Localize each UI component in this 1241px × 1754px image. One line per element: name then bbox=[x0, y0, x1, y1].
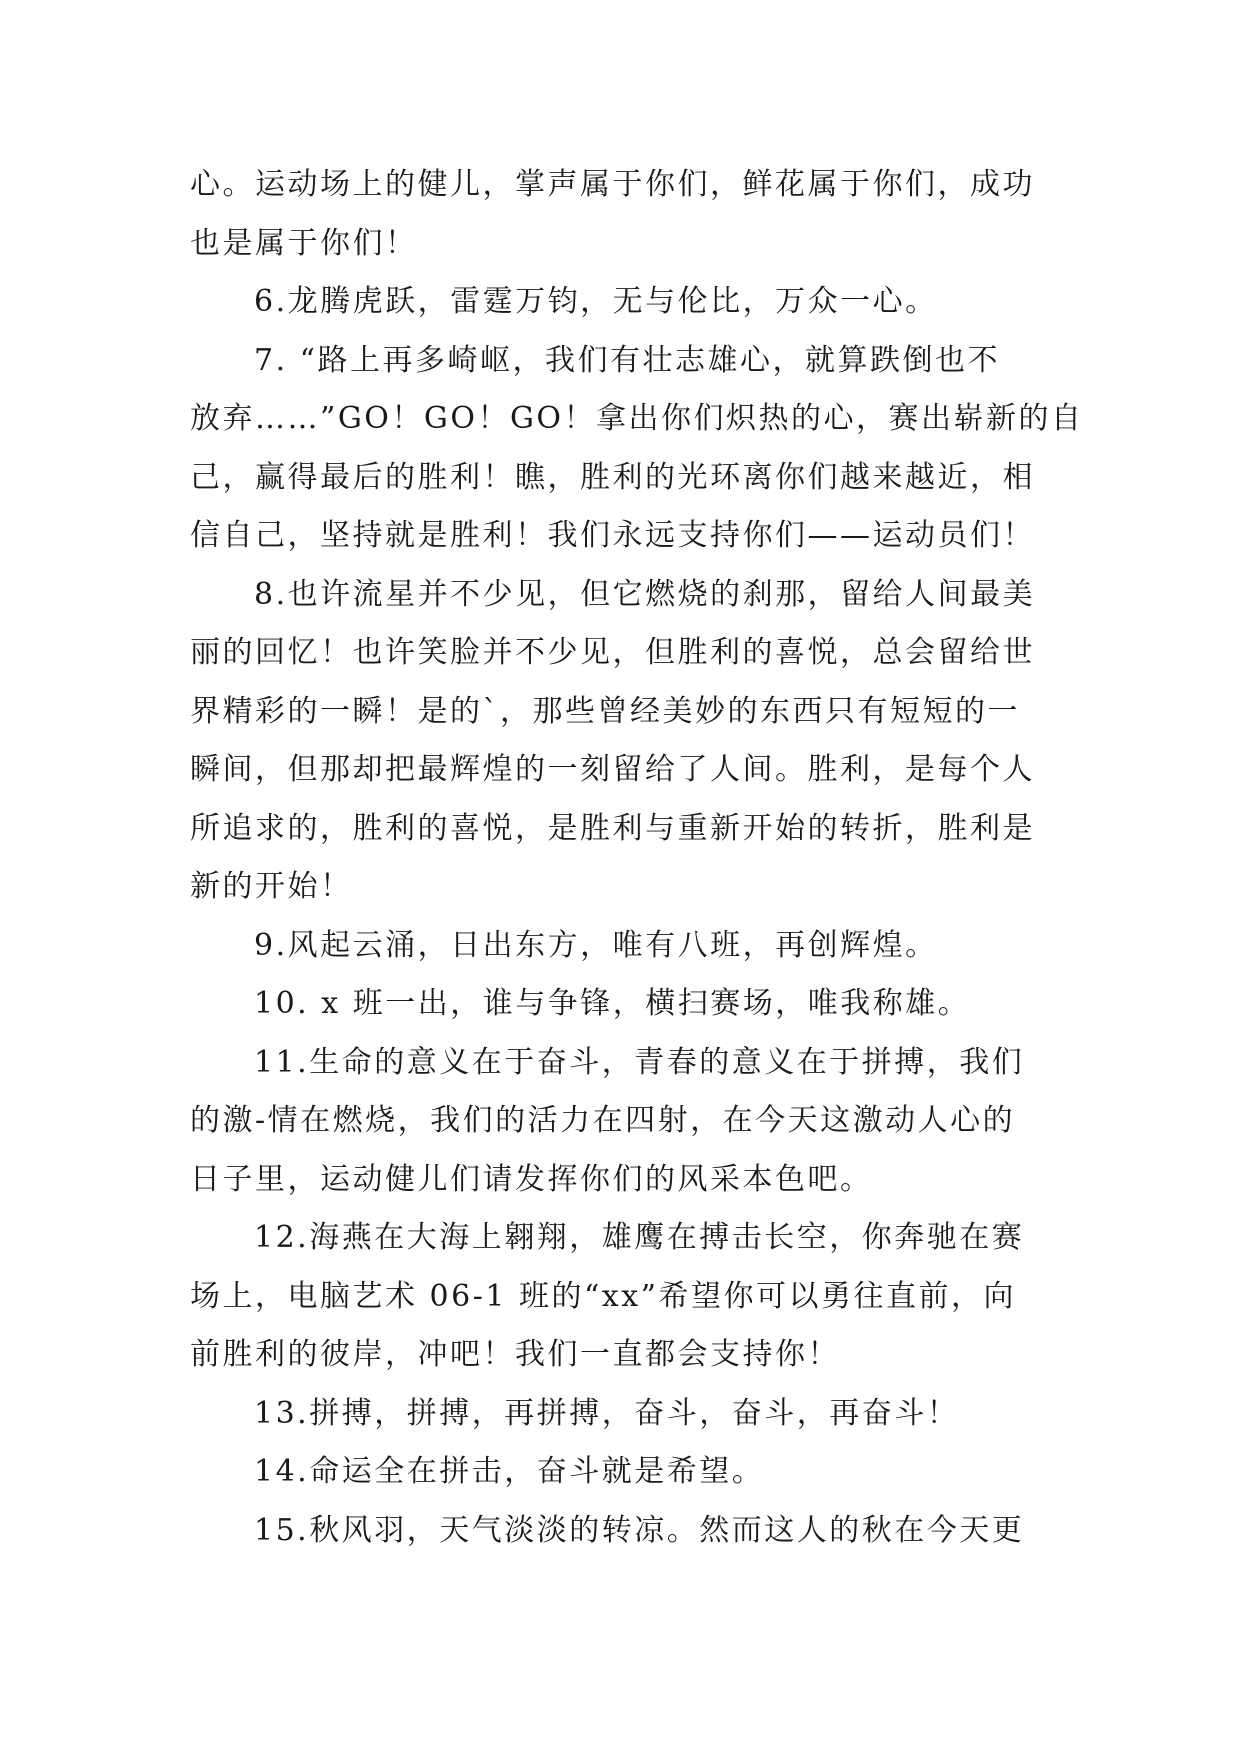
text-line: 心。运动场上的健儿，掌声属于你们，鲜花属于你们，成功 bbox=[190, 167, 1035, 202]
text-line: 日子里，运动健儿们请发挥你们的风采本色吧。 bbox=[190, 1161, 873, 1197]
text-line: 信自己，坚持就是胜利！我们永远支持你们——运动员们！ bbox=[190, 518, 1035, 553]
text-line: 10. x 班一出，谁与争锋，横扫赛场，唯我称雄。 bbox=[254, 986, 971, 1021]
text-line: 前胜利的彼岸，冲吧！我们一直都会支持你！ bbox=[190, 1337, 840, 1372]
text-line: 12.海燕在大海上翱翔，雄鹰在搏击长空，你奔驰在赛 bbox=[254, 1220, 1025, 1255]
text-line: 的激-情在燃烧，我们的活力在四射，在今天这激动人心的 bbox=[190, 1103, 1016, 1138]
text-line: 9.风起云涌，日出东方，唯有八班，再创辉煌。 bbox=[254, 927, 938, 963]
text-line: 新的开始！ bbox=[190, 869, 353, 904]
text-line: 15.秋风羽，天气淡淡的转凉。然而这人的秋在今天更 bbox=[254, 1512, 1025, 1548]
text-line: 7. “路上再多崎岖，我们有壮志雄心，就算跌倒也不 bbox=[254, 342, 1000, 378]
text-line: 场上，电脑艺术 06-1 班的“xx”希望你可以勇往直前，向 bbox=[190, 1278, 1016, 1314]
text-line: 瞬间，但那却把最辉煌的一刻留给了人间。胜利，是每个人 bbox=[190, 752, 1035, 787]
text-line: 所追求的，胜利的喜悦，是胜利与重新开始的转折，胜利是 bbox=[190, 810, 1035, 846]
text-line: 6.龙腾虎跃，雷霆万钧，无与伦比，万众一心。 bbox=[254, 284, 938, 319]
text-line: 13.拼搏，拼搏，再拼搏，奋斗，奋斗，再奋斗！ bbox=[254, 1395, 960, 1431]
text-line: 11.生命的意义在于奋斗，青春的意义在于拼搏，我们 bbox=[254, 1044, 1025, 1080]
text-line: 界精彩的一瞬！是的`，那些曾经美妙的东西只有短短的一 bbox=[190, 693, 1020, 729]
text-line: 8.也许流星并不少见，但它燃烧的刹那，留给人间最美 bbox=[254, 576, 1036, 612]
text-line: 己，赢得最后的胜利！瞧，胜利的光环离你们越来越近，相 bbox=[190, 459, 1035, 495]
text-line: 丽的回忆！也许笑脸并不少见，但胜利的喜悦，总会留给世 bbox=[190, 635, 1035, 670]
text-line: 放弃……”GO！GO！GO！拿出你们炽热的心，赛出崭新的自 bbox=[190, 401, 1084, 436]
text-line: 14.命运全在拼击，奋斗就是希望。 bbox=[254, 1454, 765, 1489]
text-line: 也是属于你们！ bbox=[190, 225, 418, 261]
document-body bbox=[190, 156, 1084, 1560]
